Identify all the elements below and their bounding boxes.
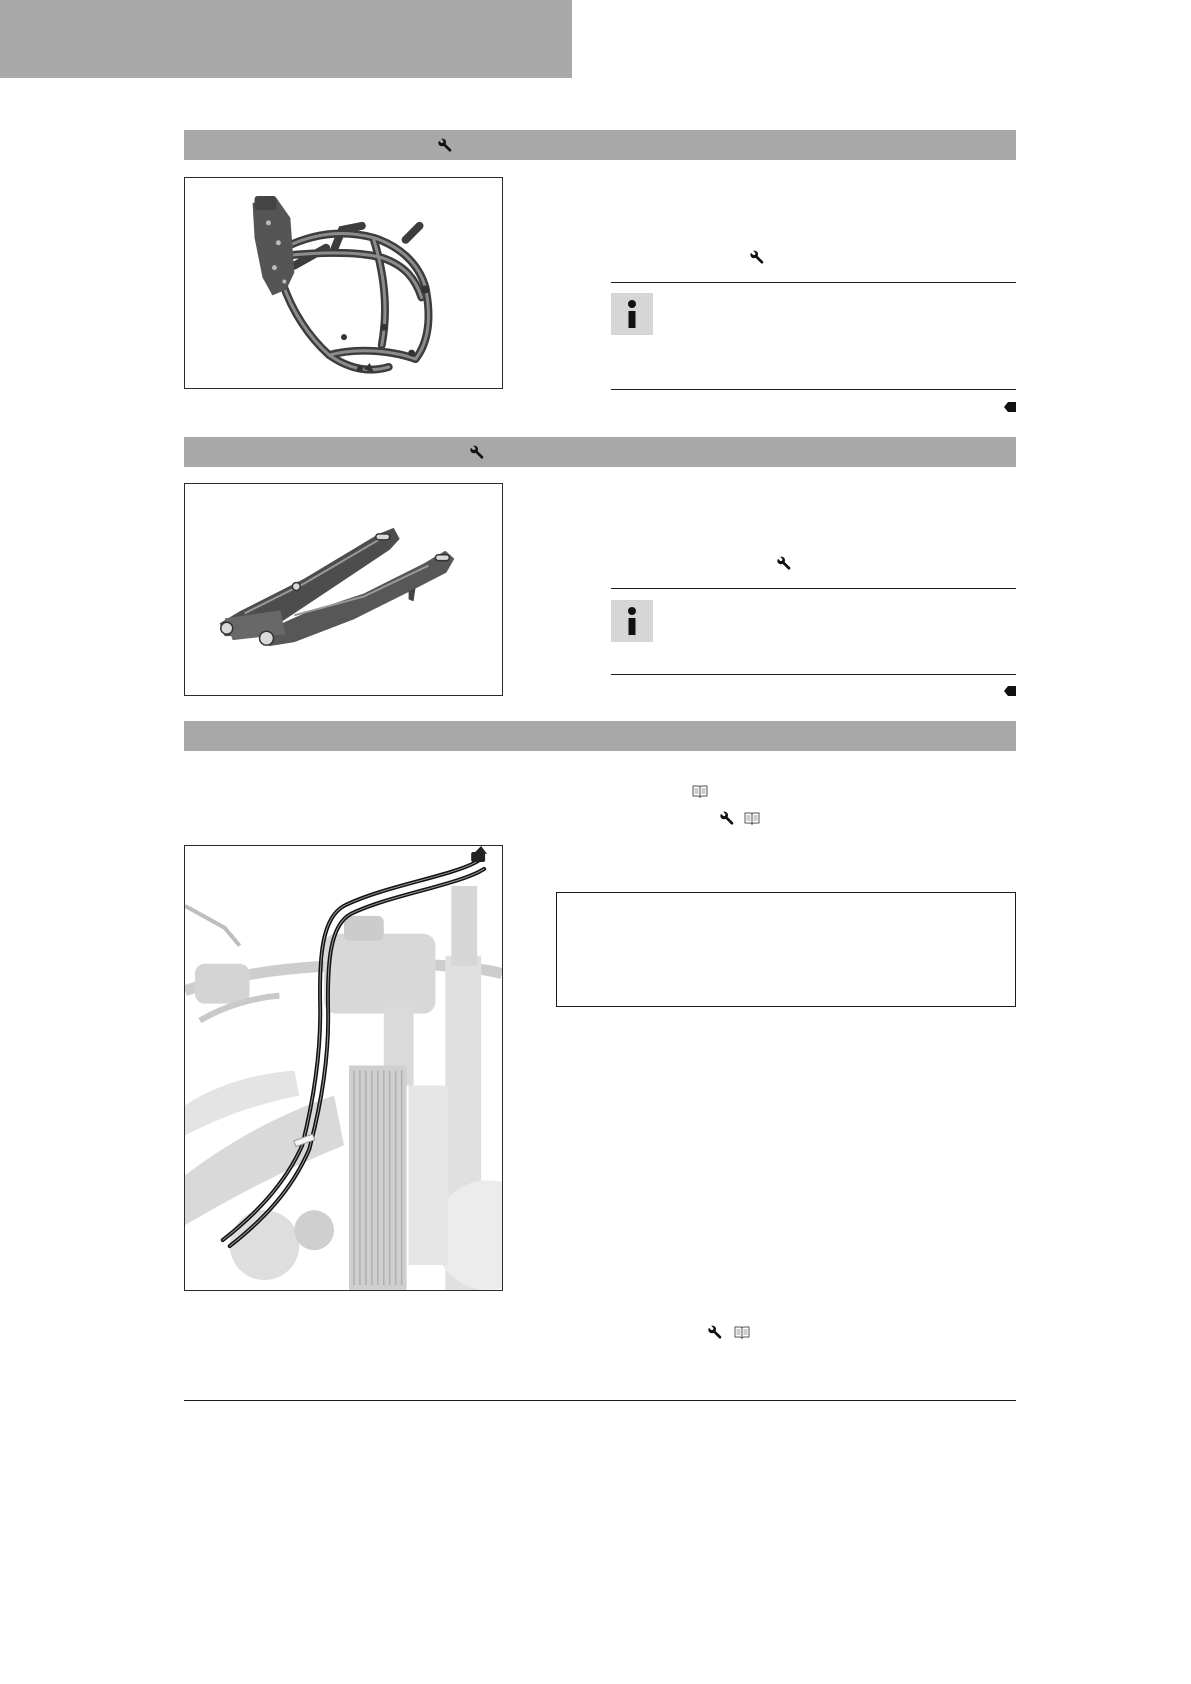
section-3-header-bar bbox=[184, 721, 1016, 751]
wrench-icon bbox=[750, 250, 764, 264]
note-top-rule bbox=[611, 588, 1016, 589]
manual-reference-icon bbox=[744, 811, 760, 825]
swingarm-body bbox=[220, 528, 455, 646]
manual-reference-icon bbox=[692, 784, 708, 798]
notice-box bbox=[556, 892, 1016, 1007]
frame-tubes bbox=[282, 226, 428, 370]
cable-routing-drawing bbox=[185, 846, 502, 1290]
swingarm-figure bbox=[184, 483, 503, 696]
note-top-rule bbox=[611, 282, 1016, 283]
note-bottom-rule bbox=[611, 389, 1016, 390]
frame-figure bbox=[184, 177, 503, 389]
end-mark-icon bbox=[1004, 685, 1016, 697]
info-icon bbox=[611, 600, 653, 642]
footer-rule bbox=[184, 1400, 1016, 1401]
info-icon bbox=[611, 293, 653, 335]
wrench-icon bbox=[438, 138, 452, 152]
chapter-tab bbox=[0, 0, 572, 78]
section-1-header-bar bbox=[184, 130, 1016, 160]
wrench-icon bbox=[708, 1325, 722, 1339]
swingarm-drawing bbox=[185, 484, 502, 695]
wrench-icon bbox=[470, 445, 484, 459]
wrench-icon bbox=[777, 556, 791, 570]
radiator bbox=[349, 1066, 407, 1290]
end-mark-icon bbox=[1004, 401, 1016, 413]
manual-reference-icon bbox=[734, 1325, 750, 1339]
frame-drawing bbox=[185, 178, 502, 388]
wrench-icon bbox=[720, 811, 734, 825]
cable-routing-figure bbox=[184, 845, 503, 1291]
section-2-header-bar bbox=[184, 437, 1016, 467]
steering-head-plate bbox=[253, 196, 295, 295]
note-bottom-rule bbox=[611, 674, 1016, 675]
